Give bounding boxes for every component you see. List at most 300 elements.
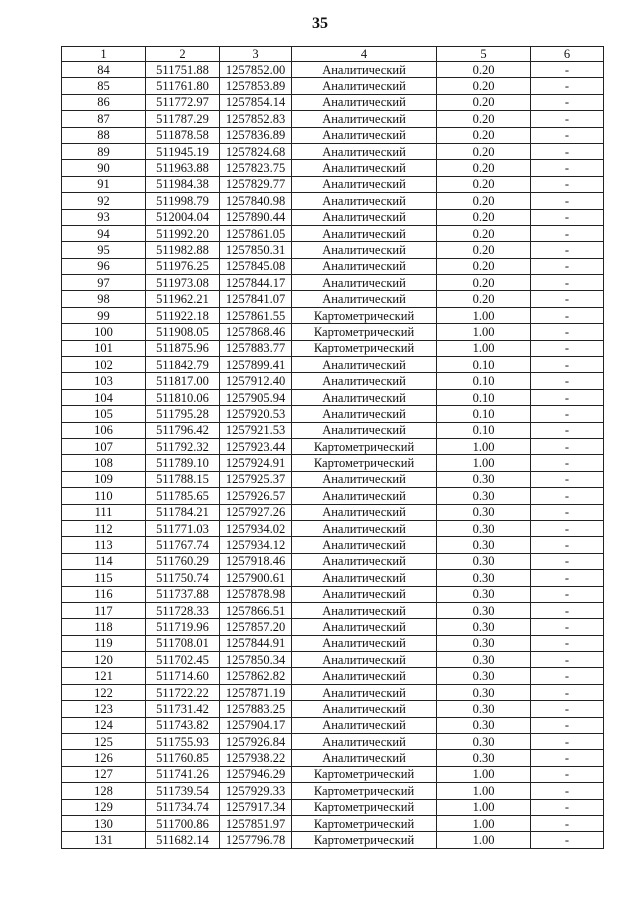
cell-x: 511719.96 — [146, 619, 220, 635]
cell-note: - — [531, 357, 604, 373]
cell-point-number: 84 — [62, 62, 146, 78]
cell-method: Аналитический — [292, 193, 437, 209]
cell-method: Аналитический — [292, 570, 437, 586]
cell-y: 1257934.02 — [220, 520, 292, 536]
cell-note: - — [531, 193, 604, 209]
cell-point-number: 92 — [62, 193, 146, 209]
cell-y: 1257868.46 — [220, 324, 292, 340]
table-row — [62, 471, 604, 487]
cell-note: - — [531, 225, 604, 241]
table-row — [62, 176, 604, 192]
cell-method: Картометрический — [292, 766, 437, 782]
cell-x: 511771.03 — [146, 520, 220, 536]
cell-method: Картометрический — [292, 340, 437, 356]
cell-point-number: 114 — [62, 553, 146, 569]
cell-note: - — [531, 766, 604, 782]
cell-x: 511785.65 — [146, 488, 220, 504]
cell-method: Картометрический — [292, 799, 437, 815]
cell-note: - — [531, 62, 604, 78]
cell-point-number: 98 — [62, 291, 146, 307]
cell-x: 511741.26 — [146, 766, 220, 782]
cell-point-number: 101 — [62, 340, 146, 356]
cell-x: 511739.54 — [146, 783, 220, 799]
cell-note: - — [531, 406, 604, 422]
table-row — [62, 701, 604, 717]
cell-x: 511731.42 — [146, 701, 220, 717]
page-number: 35 — [312, 15, 328, 32]
cell-note: - — [531, 750, 604, 766]
cell-y: 1257946.29 — [220, 766, 292, 782]
cell-point-number: 105 — [62, 406, 146, 422]
table-row — [62, 357, 604, 373]
cell-method: Аналитический — [292, 488, 437, 504]
table-row — [62, 160, 604, 176]
cell-x: 511792.32 — [146, 438, 220, 454]
cell-y: 1257924.91 — [220, 455, 292, 471]
table-row — [62, 406, 604, 422]
table-row — [62, 832, 604, 848]
table-row — [62, 94, 604, 110]
cell-precision: 0.20 — [437, 111, 531, 127]
cell-point-number: 89 — [62, 143, 146, 159]
cell-y: 1257824.68 — [220, 143, 292, 159]
cell-method: Аналитический — [292, 668, 437, 684]
table-row — [62, 111, 604, 127]
cell-note: - — [531, 783, 604, 799]
cell-point-number: 100 — [62, 324, 146, 340]
cell-point-number: 96 — [62, 258, 146, 274]
table-row — [62, 635, 604, 651]
cell-note: - — [531, 143, 604, 159]
cell-point-number: 95 — [62, 242, 146, 258]
cell-note: - — [531, 520, 604, 536]
cell-precision: 0.20 — [437, 160, 531, 176]
cell-note: - — [531, 635, 604, 651]
cell-y: 1257871.19 — [220, 684, 292, 700]
cell-point-number: 94 — [62, 225, 146, 241]
cell-x: 511878.58 — [146, 127, 220, 143]
cell-y: 1257823.75 — [220, 160, 292, 176]
cell-precision: 0.10 — [437, 373, 531, 389]
cell-y: 1257904.17 — [220, 717, 292, 733]
cell-note: - — [531, 701, 604, 717]
cell-note: - — [531, 471, 604, 487]
cell-precision: 0.10 — [437, 389, 531, 405]
cell-method: Аналитический — [292, 209, 437, 225]
cell-method: Аналитический — [292, 734, 437, 750]
cell-y: 1257883.77 — [220, 340, 292, 356]
cell-precision: 0.30 — [437, 471, 531, 487]
cell-y: 1257840.98 — [220, 193, 292, 209]
cell-method: Аналитический — [292, 471, 437, 487]
table-row — [62, 668, 604, 684]
table-row — [62, 258, 604, 274]
cell-precision: 0.30 — [437, 717, 531, 733]
cell-y: 1257921.53 — [220, 422, 292, 438]
table-row — [62, 537, 604, 553]
cell-note: - — [531, 832, 604, 848]
cell-x: 511708.01 — [146, 635, 220, 651]
table-row — [62, 143, 604, 159]
table-row — [62, 78, 604, 94]
cell-note: - — [531, 176, 604, 192]
cell-point-number: 122 — [62, 684, 146, 700]
cell-method: Аналитический — [292, 258, 437, 274]
cell-x: 511714.60 — [146, 668, 220, 684]
table-row — [62, 717, 604, 733]
cell-method: Аналитический — [292, 717, 437, 733]
table-row — [62, 766, 604, 782]
cell-x: 511722.22 — [146, 684, 220, 700]
cell-point-number: 119 — [62, 635, 146, 651]
cell-x: 511755.93 — [146, 734, 220, 750]
cell-method: Картометрический — [292, 438, 437, 454]
cell-x: 511787.29 — [146, 111, 220, 127]
cell-point-number: 110 — [62, 488, 146, 504]
cell-x: 511772.97 — [146, 94, 220, 110]
cell-method: Картометрический — [292, 832, 437, 848]
cell-precision: 0.30 — [437, 750, 531, 766]
cell-precision: 0.10 — [437, 406, 531, 422]
cell-precision: 0.20 — [437, 225, 531, 241]
cell-x: 511751.88 — [146, 62, 220, 78]
cell-x: 511702.45 — [146, 652, 220, 668]
cell-precision: 0.20 — [437, 176, 531, 192]
table-row — [62, 373, 604, 389]
cell-note: - — [531, 324, 604, 340]
cell-point-number: 97 — [62, 275, 146, 291]
cell-precision: 1.00 — [437, 783, 531, 799]
cell-note: - — [531, 602, 604, 618]
cell-note: - — [531, 373, 604, 389]
cell-method: Аналитический — [292, 62, 437, 78]
cell-method: Аналитический — [292, 652, 437, 668]
cell-note: - — [531, 438, 604, 454]
cell-y: 1257861.55 — [220, 307, 292, 323]
cell-y: 1257929.33 — [220, 783, 292, 799]
cell-precision: 1.00 — [437, 455, 531, 471]
cell-y: 1257850.34 — [220, 652, 292, 668]
cell-y: 1257851.97 — [220, 815, 292, 831]
coordinates-table — [61, 46, 604, 849]
cell-method: Аналитический — [292, 406, 437, 422]
cell-point-number: 115 — [62, 570, 146, 586]
cell-precision: 0.30 — [437, 504, 531, 520]
cell-precision: 0.20 — [437, 275, 531, 291]
cell-y: 1257853.89 — [220, 78, 292, 94]
table-row — [62, 438, 604, 454]
cell-precision: 0.20 — [437, 127, 531, 143]
cell-note: - — [531, 111, 604, 127]
cell-precision: 0.20 — [437, 62, 531, 78]
cell-x: 511875.96 — [146, 340, 220, 356]
cell-point-number: 129 — [62, 799, 146, 815]
cell-method: Аналитический — [292, 94, 437, 110]
cell-note: - — [531, 209, 604, 225]
cell-precision: 0.30 — [437, 570, 531, 586]
cell-x: 511760.29 — [146, 553, 220, 569]
cell-precision: 0.20 — [437, 143, 531, 159]
cell-method: Аналитический — [292, 373, 437, 389]
cell-x: 511728.33 — [146, 602, 220, 618]
cell-method: Аналитический — [292, 537, 437, 553]
cell-point-number: 112 — [62, 520, 146, 536]
header-row — [62, 47, 604, 62]
cell-note: - — [531, 668, 604, 684]
cell-method: Аналитический — [292, 422, 437, 438]
cell-y: 1257796.78 — [220, 832, 292, 848]
table-row — [62, 324, 604, 340]
cell-method: Аналитический — [292, 275, 437, 291]
cell-point-number: 90 — [62, 160, 146, 176]
cell-x: 511992.20 — [146, 225, 220, 241]
table-row — [62, 127, 604, 143]
cell-y: 1257852.83 — [220, 111, 292, 127]
cell-point-number: 123 — [62, 701, 146, 717]
table-row — [62, 455, 604, 471]
cell-note: - — [531, 455, 604, 471]
cell-point-number: 86 — [62, 94, 146, 110]
cell-y: 1257920.53 — [220, 406, 292, 422]
column-header-y: 3 — [220, 47, 292, 62]
cell-precision: 0.10 — [437, 357, 531, 373]
table-row — [62, 619, 604, 635]
table-row — [62, 570, 604, 586]
cell-x: 511734.74 — [146, 799, 220, 815]
cell-precision: 1.00 — [437, 766, 531, 782]
cell-point-number: 102 — [62, 357, 146, 373]
cell-precision: 0.30 — [437, 652, 531, 668]
cell-method: Аналитический — [292, 553, 437, 569]
cell-precision: 0.30 — [437, 537, 531, 553]
cell-note: - — [531, 160, 604, 176]
cell-x: 511750.74 — [146, 570, 220, 586]
cell-method: Аналитический — [292, 504, 437, 520]
table-row — [62, 193, 604, 209]
cell-x: 512004.04 — [146, 209, 220, 225]
cell-precision: 1.00 — [437, 832, 531, 848]
cell-precision: 0.20 — [437, 258, 531, 274]
table-row — [62, 209, 604, 225]
cell-point-number: 111 — [62, 504, 146, 520]
cell-note: - — [531, 127, 604, 143]
cell-note: - — [531, 275, 604, 291]
cell-y: 1257899.41 — [220, 357, 292, 373]
cell-note: - — [531, 734, 604, 750]
cell-y: 1257861.05 — [220, 225, 292, 241]
cell-point-number: 116 — [62, 586, 146, 602]
cell-y: 1257927.26 — [220, 504, 292, 520]
cell-precision: 0.10 — [437, 422, 531, 438]
cell-x: 511795.28 — [146, 406, 220, 422]
table-row — [62, 799, 604, 815]
table-row — [62, 488, 604, 504]
cell-method: Картометрический — [292, 307, 437, 323]
table-row — [62, 389, 604, 405]
cell-x: 511984.38 — [146, 176, 220, 192]
cell-point-number: 103 — [62, 373, 146, 389]
cell-method: Аналитический — [292, 127, 437, 143]
cell-y: 1257850.31 — [220, 242, 292, 258]
cell-method: Аналитический — [292, 602, 437, 618]
table-row — [62, 553, 604, 569]
cell-point-number: 120 — [62, 652, 146, 668]
column-header-x: 2 — [146, 47, 220, 62]
table-row — [62, 602, 604, 618]
table-row — [62, 275, 604, 291]
table-row — [62, 783, 604, 799]
cell-y: 1257829.77 — [220, 176, 292, 192]
cell-x: 511784.21 — [146, 504, 220, 520]
cell-point-number: 127 — [62, 766, 146, 782]
cell-x: 511962.21 — [146, 291, 220, 307]
column-header-method: 4 — [292, 47, 437, 62]
cell-method: Аналитический — [292, 357, 437, 373]
cell-note: - — [531, 537, 604, 553]
cell-x: 511737.88 — [146, 586, 220, 602]
column-header-precision: 5 — [437, 47, 531, 62]
cell-method: Аналитический — [292, 684, 437, 700]
cell-point-number: 88 — [62, 127, 146, 143]
cell-x: 511796.42 — [146, 422, 220, 438]
cell-x: 511743.82 — [146, 717, 220, 733]
cell-note: - — [531, 422, 604, 438]
cell-precision: 0.30 — [437, 586, 531, 602]
cell-note: - — [531, 815, 604, 831]
cell-y: 1257845.08 — [220, 258, 292, 274]
cell-note: - — [531, 242, 604, 258]
cell-point-number: 93 — [62, 209, 146, 225]
cell-precision: 0.30 — [437, 602, 531, 618]
cell-y: 1257926.57 — [220, 488, 292, 504]
cell-x: 511760.85 — [146, 750, 220, 766]
cell-precision: 0.30 — [437, 619, 531, 635]
cell-method: Картометрический — [292, 815, 437, 831]
cell-method: Аналитический — [292, 520, 437, 536]
cell-x: 511788.15 — [146, 471, 220, 487]
cell-note: - — [531, 652, 604, 668]
cell-y: 1257926.84 — [220, 734, 292, 750]
cell-note: - — [531, 94, 604, 110]
table-row — [62, 307, 604, 323]
cell-precision: 0.30 — [437, 734, 531, 750]
cell-method: Аналитический — [292, 225, 437, 241]
cell-point-number: 106 — [62, 422, 146, 438]
cell-note: - — [531, 389, 604, 405]
cell-note: - — [531, 340, 604, 356]
cell-precision: 1.00 — [437, 438, 531, 454]
cell-x: 511817.00 — [146, 373, 220, 389]
cell-point-number: 104 — [62, 389, 146, 405]
cell-method: Аналитический — [292, 635, 437, 651]
cell-precision: 0.20 — [437, 291, 531, 307]
cell-x: 511761.80 — [146, 78, 220, 94]
cell-precision: 1.00 — [437, 340, 531, 356]
cell-method: Аналитический — [292, 291, 437, 307]
cell-method: Картометрический — [292, 455, 437, 471]
cell-method: Аналитический — [292, 619, 437, 635]
column-header-point-number: 1 — [62, 47, 146, 62]
cell-point-number: 128 — [62, 783, 146, 799]
cell-y: 1257852.00 — [220, 62, 292, 78]
cell-y: 1257918.46 — [220, 553, 292, 569]
table-row — [62, 504, 604, 520]
cell-precision: 0.30 — [437, 684, 531, 700]
table-row — [62, 340, 604, 356]
cell-y: 1257917.34 — [220, 799, 292, 815]
cell-x: 511767.74 — [146, 537, 220, 553]
cell-precision: 0.30 — [437, 668, 531, 684]
cell-point-number: 87 — [62, 111, 146, 127]
cell-method: Аналитический — [292, 78, 437, 94]
cell-precision: 0.20 — [437, 209, 531, 225]
cell-point-number: 131 — [62, 832, 146, 848]
cell-point-number: 107 — [62, 438, 146, 454]
cell-method: Аналитический — [292, 389, 437, 405]
cell-note: - — [531, 586, 604, 602]
cell-y: 1257883.25 — [220, 701, 292, 717]
cell-note: - — [531, 258, 604, 274]
cell-precision: 0.30 — [437, 488, 531, 504]
cell-note: - — [531, 307, 604, 323]
cell-note: - — [531, 291, 604, 307]
cell-note: - — [531, 504, 604, 520]
cell-note: - — [531, 717, 604, 733]
cell-precision: 0.20 — [437, 193, 531, 209]
cell-y: 1257890.44 — [220, 209, 292, 225]
cell-point-number: 117 — [62, 602, 146, 618]
cell-precision: 0.20 — [437, 78, 531, 94]
cell-precision: 1.00 — [437, 815, 531, 831]
table-row — [62, 652, 604, 668]
cell-x: 511973.08 — [146, 275, 220, 291]
cell-point-number: 118 — [62, 619, 146, 635]
cell-method: Аналитический — [292, 143, 437, 159]
cell-y: 1257866.51 — [220, 602, 292, 618]
cell-method: Аналитический — [292, 160, 437, 176]
cell-x: 511998.79 — [146, 193, 220, 209]
cell-method: Аналитический — [292, 176, 437, 192]
cell-point-number: 125 — [62, 734, 146, 750]
table-row — [62, 291, 604, 307]
cell-method: Картометрический — [292, 324, 437, 340]
table-row — [62, 750, 604, 766]
cell-x: 511976.25 — [146, 258, 220, 274]
cell-point-number: 91 — [62, 176, 146, 192]
cell-y: 1257925.37 — [220, 471, 292, 487]
cell-precision: 0.30 — [437, 553, 531, 569]
cell-note: - — [531, 553, 604, 569]
cell-precision: 0.30 — [437, 635, 531, 651]
cell-x: 511682.14 — [146, 832, 220, 848]
cell-point-number: 85 — [62, 78, 146, 94]
cell-method: Аналитический — [292, 242, 437, 258]
cell-y: 1257905.94 — [220, 389, 292, 405]
cell-method: Аналитический — [292, 750, 437, 766]
table-row — [62, 734, 604, 750]
cell-y: 1257841.07 — [220, 291, 292, 307]
cell-point-number: 108 — [62, 455, 146, 471]
cell-y: 1257878.98 — [220, 586, 292, 602]
cell-x: 511945.19 — [146, 143, 220, 159]
cell-precision: 1.00 — [437, 799, 531, 815]
cell-y: 1257912.40 — [220, 373, 292, 389]
cell-precision: 1.00 — [437, 307, 531, 323]
cell-x: 511922.18 — [146, 307, 220, 323]
table-body — [62, 62, 604, 849]
cell-x: 511700.86 — [146, 815, 220, 831]
cell-y: 1257854.14 — [220, 94, 292, 110]
